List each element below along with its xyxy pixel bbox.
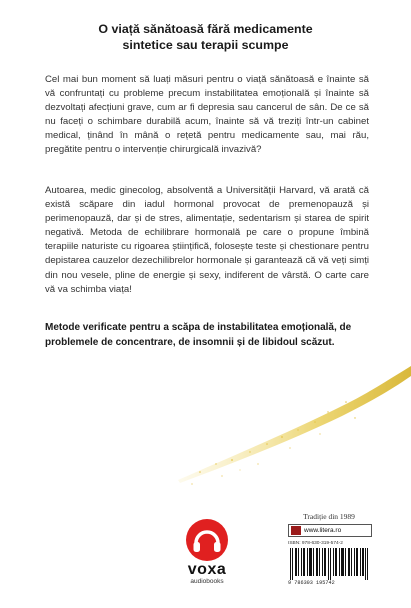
barcode-digits: 9 786303 195742: [288, 580, 335, 586]
headline-line-2: sintetice sau terapii scumpe: [122, 38, 289, 52]
paragraph-author: Autoarea, medic ginecolog, absolventă a Universității Harvard, vă arată că există scăpare din iadul hormonal provocat de premenopauză și perimenopauză, dar și de stres, alimentație, sedentarism și starea de spirit negativă. Metoda de echilibrare hormonală pe care o propune îmbină terapiile naturiste cu rigoarea științifică, folosește teste și chestionare pentru depistarea cauzelor dezechilibrelor hormonale și garantează că vă veți simți din nou vesele, pline de energie și sexy, indiferent de vârstă. O carte care vă va schimba viața!: [45, 185, 369, 295]
publisher-tradition: Tradiție din 1989: [303, 512, 355, 521]
headline-line-1: O viață sănătoasă fără medicamente: [98, 22, 313, 36]
logo-subtitle: audiobooks: [190, 578, 224, 585]
publisher-website: www.litera.ro: [304, 527, 342, 534]
isbn-number: ISBN: 978-630-319-574-2: [288, 541, 343, 546]
publisher-website-row: [288, 524, 372, 537]
voxa-logo: [152, 518, 262, 600]
publisher-box: [288, 512, 374, 592]
litera-logo-icon: [291, 526, 301, 535]
logo-name: voxa: [187, 561, 227, 578]
tagline: Metode verificate pentru a scăpa de instabilitatea emoțională, de problemele de concentrare, de insomnii și de libidoul scăzut.: [45, 322, 352, 348]
headphones-icon: [185, 518, 229, 562]
paragraph-intro: Cel mai bun moment să luați măsuri pentru o viață sănătoasă e înainte să vă confruntați cu probleme precum instabilitatea emoțională și înainte să dezvoltați afecțiuni grave, cum ar fi depresia sau cancerul de sân. De ce să nu faceți o schimbare durabilă acum, înainte să vă treziți într-un cabinet medical, ținând în mână o rețetă pentru medicamente sau, mai rău, pregătite pentru o intervenție chirurgicală invazivă?: [45, 74, 369, 156]
headline: [40, 21, 371, 53]
gold-swoosh-decoration: [170, 352, 411, 492]
barcode: [288, 548, 370, 580]
